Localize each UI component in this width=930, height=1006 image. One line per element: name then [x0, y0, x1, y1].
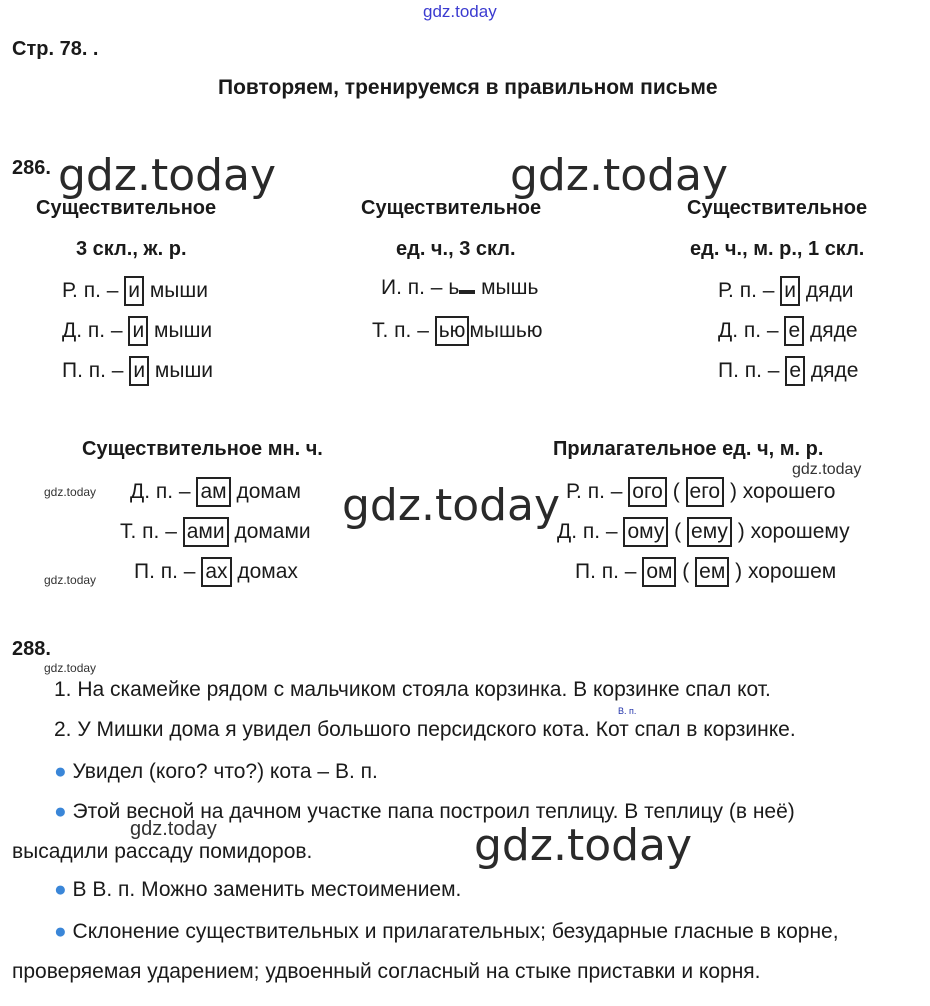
- watermark-small: gdz.today: [792, 461, 862, 478]
- bullet-4-cont: проверяемая ударением; удвоенный согласный на стыке приставки и корня.: [12, 960, 761, 983]
- col2-subheading: ед. ч., 3 скл.: [396, 238, 516, 260]
- watermark-top: gdz.today: [423, 2, 497, 21]
- bullet-4: [54, 920, 839, 944]
- bullet-text: В В. п. Можно заменить местоимением.: [72, 878, 462, 901]
- case-label: П. п. –: [134, 560, 196, 583]
- col1-row: [62, 356, 213, 386]
- adj-row: [575, 557, 836, 587]
- col2-row: [372, 316, 543, 346]
- case-label: Р. п. –: [718, 279, 775, 302]
- ending-box: и: [124, 276, 144, 306]
- sentence-1: 1. На скамейке рядом с мальчиком стояла корзинка. В корзинке спал кот.: [54, 678, 771, 701]
- case-label: П. п. –: [62, 359, 124, 382]
- watermark-small: gdz.today: [44, 661, 97, 675]
- paren-close: ): [735, 560, 743, 583]
- col2-heading: Существительное: [361, 197, 542, 219]
- plural-row: [134, 557, 298, 587]
- bullet-1: [54, 760, 378, 784]
- ending-box: [459, 290, 475, 294]
- ending-box: и: [780, 276, 800, 306]
- bullet-icon: ●: [54, 878, 67, 901]
- bullet-text: Склонение существительных и прилагательных; безударные гласные в корне,: [72, 920, 839, 943]
- bullet-text: Этой весной на дачном участке папа построил теплицу. В теплицу (в неё): [72, 800, 795, 823]
- word: мыши: [154, 359, 214, 382]
- page-title: Повторяем, тренируемся в правильном письме: [218, 76, 718, 99]
- col1-row: [62, 316, 212, 346]
- col3-subheading: ед. ч., м. р., 1 скл.: [690, 238, 865, 260]
- bullet-icon: ●: [54, 920, 67, 943]
- watermark: gdz.today: [342, 480, 561, 531]
- word: мыши: [149, 279, 208, 302]
- col3-row: [718, 316, 858, 346]
- paren-open: (: [672, 480, 680, 503]
- bullet-icon: ●: [54, 760, 67, 783]
- watermark-small: gdz.today: [44, 485, 97, 499]
- adj-row: [557, 517, 850, 547]
- bullet-3: [54, 878, 461, 902]
- ending-box: ам: [196, 477, 230, 507]
- col1-row: [62, 276, 208, 306]
- case-label: И. п. – ь: [381, 276, 460, 299]
- case-label: Р. п. –: [566, 480, 623, 503]
- word: домах: [237, 560, 298, 583]
- case-label: Д. п. –: [130, 480, 191, 503]
- paren-close: ): [729, 480, 737, 503]
- sentence-2: 2. У Мишки дома я увидел большого персидского кота. Кот спал в корзинке.: [54, 718, 796, 741]
- col3-heading: Существительное: [687, 197, 868, 219]
- watermark-small: gdz.today: [44, 573, 97, 587]
- watermark: gdz.today: [474, 820, 693, 871]
- exercise-286-number: 286.: [12, 157, 51, 179]
- paren-close: ): [737, 520, 745, 543]
- ending-box: и: [128, 316, 148, 346]
- word: хорошему: [750, 520, 850, 543]
- ending-box: е: [785, 356, 805, 386]
- bullet-2-cont: высадили рассаду помидоров.: [12, 840, 313, 863]
- plural-heading: Существительное мн. ч.: [82, 438, 323, 460]
- word: мыши: [154, 319, 213, 342]
- case-label: П. п. –: [718, 359, 780, 382]
- ending-box: ью: [435, 316, 470, 346]
- watermark: gdz.today: [510, 150, 729, 201]
- case-label: Д. п. –: [557, 520, 618, 543]
- ending-box: ах: [201, 557, 231, 587]
- adj-heading: Прилагательное ед. ч, м. р.: [553, 438, 824, 460]
- paren-open: (: [682, 560, 690, 583]
- ending-box: ом: [642, 557, 676, 587]
- ending-box: ого: [628, 477, 667, 507]
- word: дяди: [805, 279, 854, 302]
- case-label: Р. п. –: [62, 279, 119, 302]
- paren-open: (: [674, 520, 682, 543]
- ending-box: ем: [695, 557, 729, 587]
- col1-subheading: 3 скл., ж. р.: [76, 238, 187, 260]
- word: домами: [234, 520, 311, 543]
- ending-box: и: [129, 356, 149, 386]
- word: дяде: [810, 319, 858, 342]
- col1-heading: Существительное: [36, 197, 217, 219]
- ending-box: ами: [183, 517, 229, 547]
- word: мышью: [469, 319, 543, 342]
- bullet-text: Увидел (кого? что?) кота – В. п.: [72, 760, 378, 783]
- col2-row: [381, 276, 538, 300]
- col3-row: [718, 276, 853, 306]
- word: дяде: [810, 359, 859, 382]
- plural-row: [120, 517, 311, 547]
- watermark: gdz.today: [58, 150, 277, 201]
- case-label: Т. п. –: [372, 319, 429, 342]
- ending-box: е: [784, 316, 804, 346]
- page-label: Стр. 78. .: [12, 38, 99, 60]
- word: хорошем: [747, 560, 837, 583]
- bullet-icon: ●: [54, 800, 67, 823]
- watermark-small: gdz.today: [130, 818, 217, 840]
- case-label: Д. п. –: [718, 319, 779, 342]
- col3-row: [718, 356, 858, 386]
- case-label: Д. п. –: [62, 319, 123, 342]
- case-label: Т. п. –: [120, 520, 177, 543]
- plural-row: [130, 477, 301, 507]
- exercise-288-number: 288.: [12, 638, 51, 660]
- ending-box: ому: [623, 517, 668, 547]
- adj-row: [566, 477, 836, 507]
- ending-box: ему: [687, 517, 732, 547]
- word: домам: [236, 480, 301, 503]
- word: хорошего: [742, 480, 836, 503]
- ending-box: его: [686, 477, 725, 507]
- case-label: П. п. –: [575, 560, 637, 583]
- word: мышь: [481, 276, 539, 299]
- case-mark: В. п.: [618, 706, 637, 716]
